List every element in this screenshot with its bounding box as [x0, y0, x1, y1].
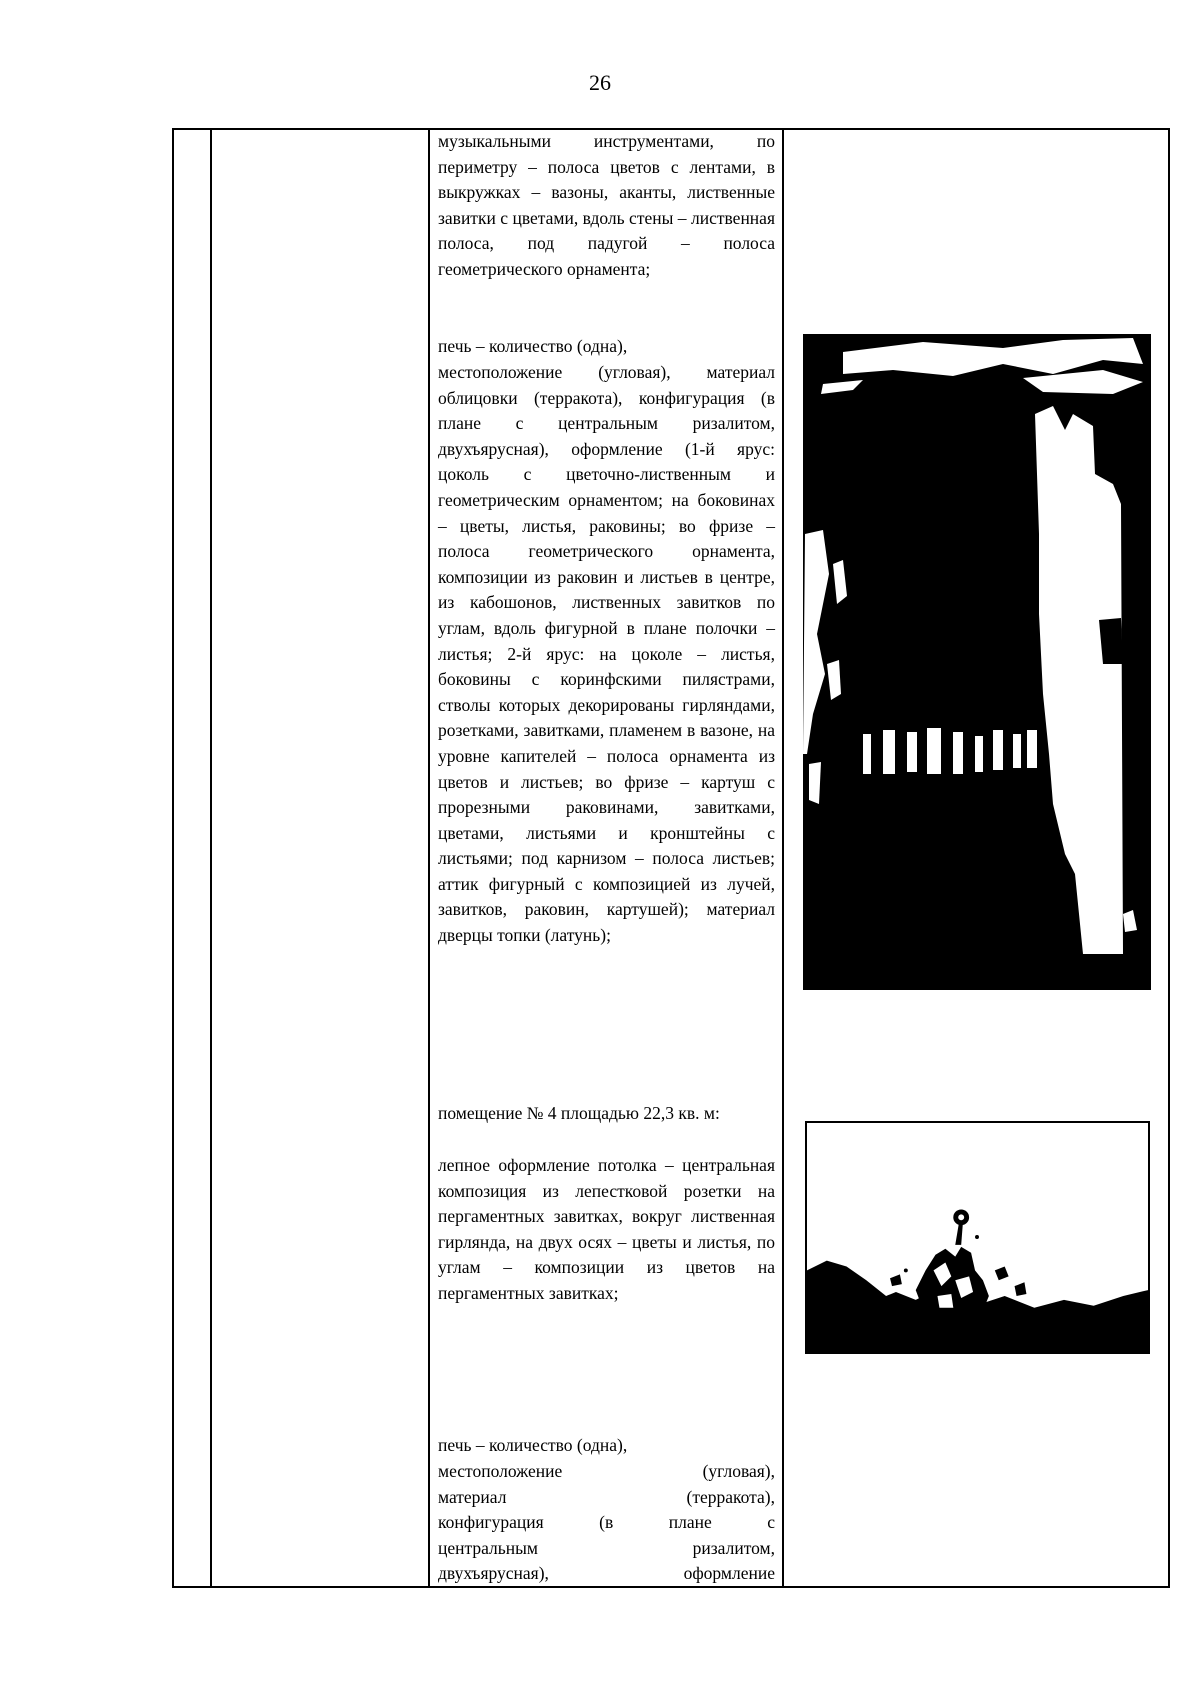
paragraph-stove2-count: печь – количество (одна),: [438, 1435, 628, 1455]
text-line: материал (терракота),: [438, 1486, 775, 1507]
column-divider-3: [782, 130, 784, 1586]
text-line: двухъярусная), оформление: [438, 1563, 775, 1584]
text-line: центральным ризалитом,: [438, 1537, 775, 1558]
ceiling-photo: [805, 1121, 1150, 1354]
column-divider-2: [428, 130, 430, 1586]
paragraph-stove2-description: [438, 1459, 775, 1587]
column-divider-1: [210, 130, 212, 1586]
ceiling-photo-icon: [807, 1123, 1148, 1352]
page-number: 26: [589, 70, 611, 95]
paragraph-stove-count: печь – количество (одна),: [438, 336, 628, 356]
stove-photo: [803, 334, 1151, 990]
stove-photo-icon: [803, 334, 1151, 990]
paragraph-ornament: музыкальными инструментами, по периметру – полоса цветов с лентами, в выкружках – вазоны, аканты, лиственные завитки с цветами, вдоль стены – лиственная полоса, под падугой – полоса геометрического орнамента;: [438, 131, 775, 279]
room-4-title: помещение № 4 площадью 22,3 кв. м:: [438, 1103, 720, 1123]
text-line: местоположение (угловая),: [438, 1461, 775, 1481]
paragraph-ceiling-description: лепное оформление потолка – центральная композиция из лепестковой розетки на пергаментных завитках, вокруг лиственная гирлянда, на двух осях – цветы и листья, по углам – композиции из цветов на пергаментных завитках;: [438, 1155, 775, 1303]
paragraph-stove-description: местоположение (угловая), материал облицовки (терракота), конфигурация (в плане с центральным ризалитом, двухъярусная), оформление (1-й ярус: цоколь с цветочно-лиственным и геометрическим орнаментом; на боковинах – цветы, листья, раковины; во фризе – полоса геометрического орнамента, композиции из раковин и листьев в центре, из кабошонов, лиственных завитков по углам, вдоль фигурной в плане полочки – листья; 2-й ярус: на цоколе – листья, боковины с коринфскими пилястрами, стволы которых декорированы гирляндами, розетками, завитками, пламенем в вазоне, на уровне капителей – полоса орнамента из цветов и листьев; во фризе – картуш с прорезными раковинами, завитками, цветами, листьями и кронштейны с листьями; под карнизом – полоса листьев; аттик фигурный с композицией из лучей, завитков, раковин, картушей); материал дверцы топки (латунь);: [438, 362, 775, 946]
text-line: конфигурация (в плане с: [438, 1512, 775, 1533]
